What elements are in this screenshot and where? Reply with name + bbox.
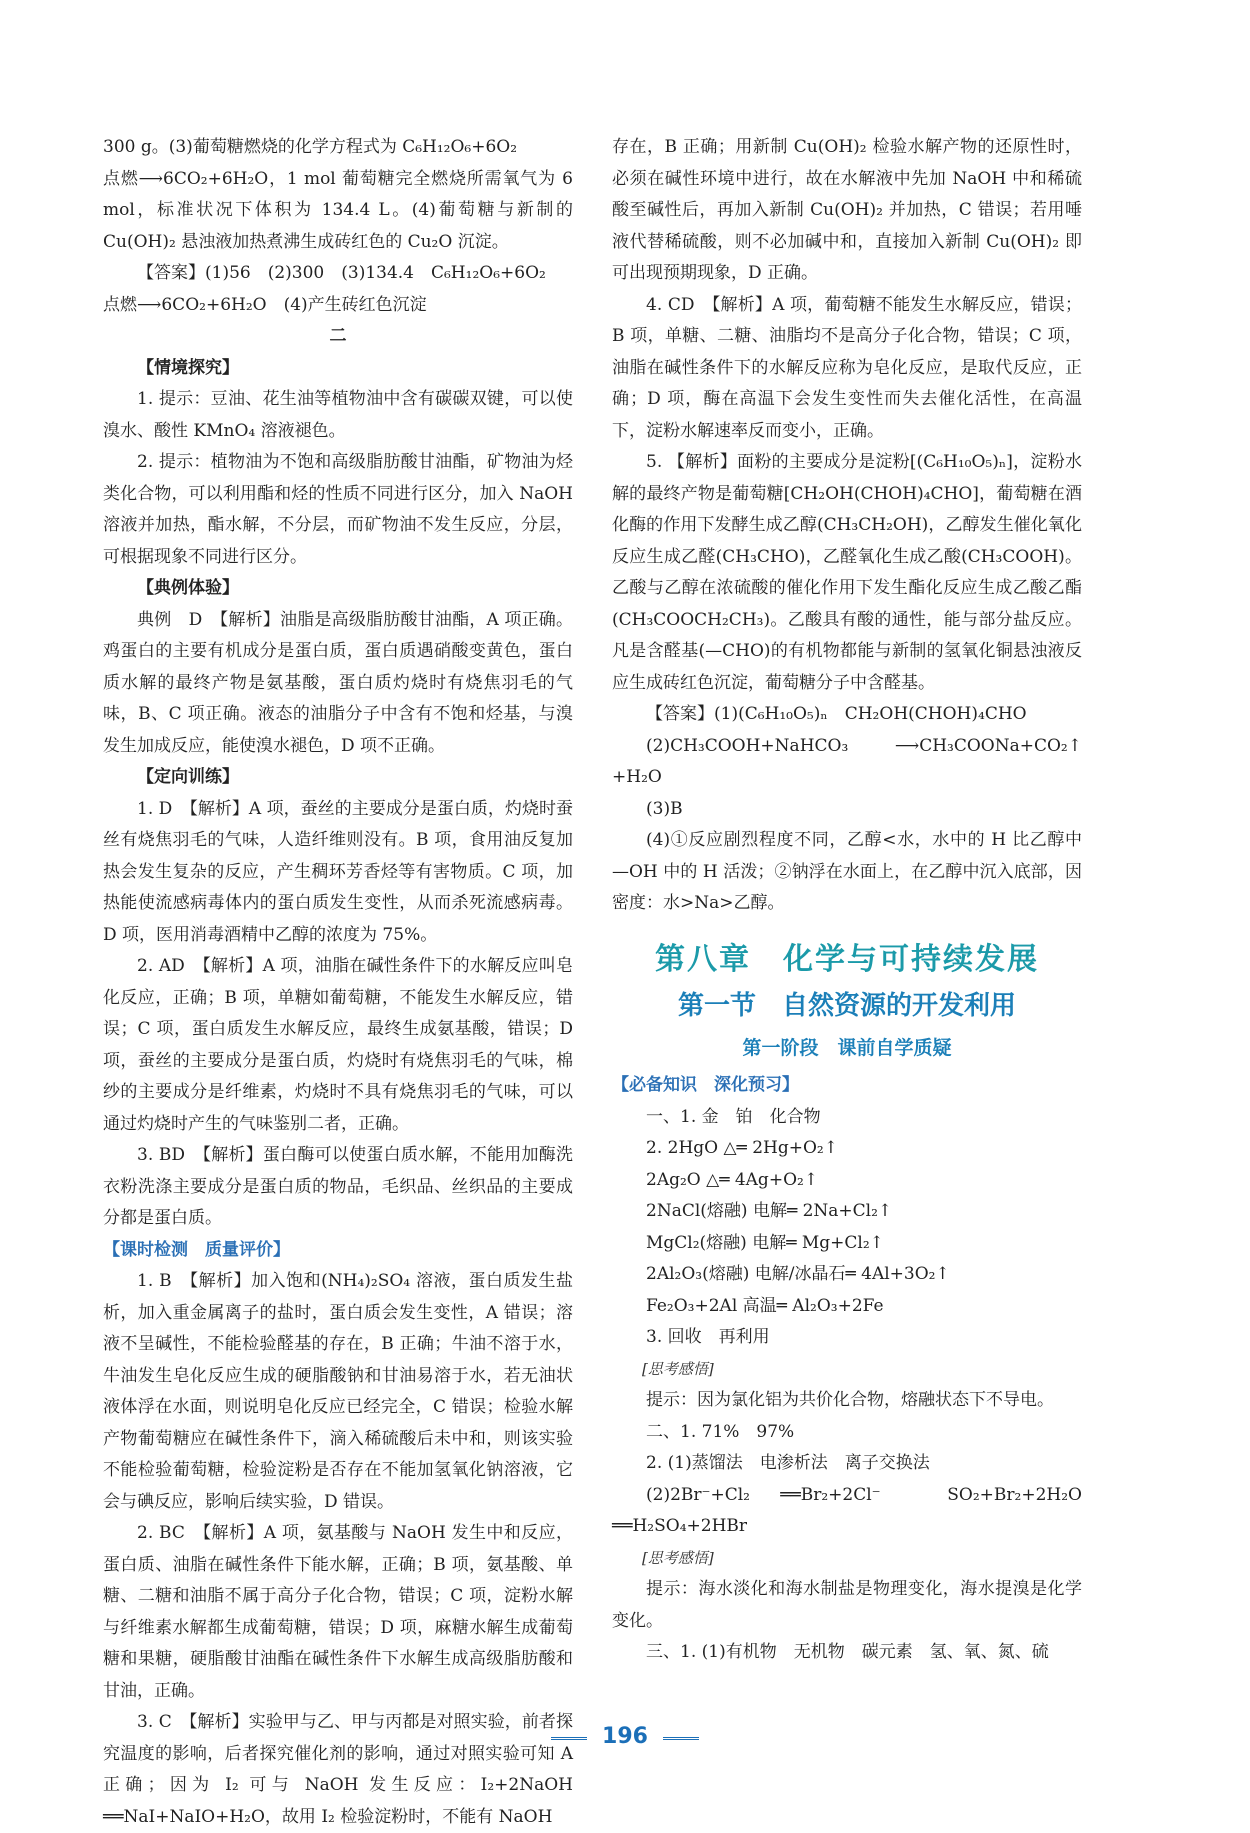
page-number: 196 [602, 1724, 648, 1749]
paragraph: 存在，B 正确；用新制 Cu(OH)₂ 检验水解产物的还原性时，必须在碱性环境中进行，故在水解液中先加 NaOH 中和稀硫酸至碱性后，再加入新制 Cu(OH)₂ 并加热，C 错误；若用唾液代替稀硫酸，则不必加碱中和，直接加入新制 Cu(OH)₂ 即可出现预期现象，D 正确。 [612, 137, 1082, 283]
equation: 2. 2HgO △═ 2Hg+O₂↑ [646, 1138, 838, 1158]
think-label: [思考感悟] [642, 1359, 714, 1378]
footer-rule-left [551, 1737, 587, 1740]
right-column [612, 132, 1082, 1669]
paragraph: 5. 【解析】面粉的主要成分是淀粉[(C₆H₁₀O₅)ₙ]，淀粉水解的最终产物是葡萄糖[CH₂OH(CHOH)₄CHO]，葡萄糖在酒化酶的作用下发酵生成乙醇(CH₃CH₂OH)，乙醇发生催化氧化反应生成乙醛(CH₃CHO)，乙醛氧化生成乙酸(CH₃COOH)。乙酸与乙醇在浓硫酸的催化作用下发生酯化反应生成乙酸乙酯(CH₃COOCH₂CH₃)。乙酸具有酸的通性，能与部分盐反应。凡是含醛基(—CHO)的有机物都能与新制的氢氧化铜悬浊液反应生成砖红色沉淀，葡萄糖分子中含醛基。 [612, 452, 1082, 693]
stage-title: 第一阶段 课前自学质疑 [742, 1036, 952, 1059]
knowledge-item: 二、1. 71% 97% [646, 1421, 795, 1442]
section-title: 第一节 自然资源的开发利用 [677, 991, 1016, 1021]
equation: Fe₂O₃+2Al 高温═ Al₂O₃+2Fe [646, 1295, 884, 1316]
knowledge-item: 三、1. (1)有机物 无机物 碳元素 氢、氧、氮、硫 [646, 1642, 1049, 1662]
knowledge-item: 2. (1)蒸馏法 电渗析法 离子交换法 [646, 1453, 930, 1473]
part-heading: 二 [329, 326, 347, 346]
paragraph: 2. BC 【解析】A 项，氨基酸与 NaOH 发生中和反应，蛋白质、油脂在碱性条件下能水解，正确；B 项，氨基酸、单糖、二糖和油脂不属于高分子化合物，错误；C 项，淀粉水解与纤维素水解都生成葡萄糖，错误；D 项，麻糖水解生成葡萄糖和果糖，硬脂酸甘油酯在碱性条件下水解生成高级脂肪酸和甘油，正确。 [103, 1523, 573, 1701]
hint: 提示：海水淡化和海水制盐是物理变化，海水提溴是化学变化。 [612, 1579, 1082, 1631]
equation: 2NaCl(熔融) 电解═ 2Na+Cl₂↑ [646, 1201, 893, 1221]
paragraph: 1. D 【解析】A 项，蚕丝的主要成分是蛋白质，灼烧时蚕丝有烧焦羽毛的气味，人造纤维则没有。B 项，食用油反复加热会发生复杂的反应，产生稠环芳香烃等有害物质。C 项，加热能使流感病毒体内的蛋白质发生变性，从而杀死流感病毒。D 项，医用消毒酒精中乙醇的浓度为 75%。 [103, 798, 573, 945]
subheading: 【情境探究】 [137, 357, 239, 378]
section-tag: 【课时检测 质量评价】 [103, 1239, 290, 1260]
footer-rule-right [663, 1737, 699, 1740]
subheading: 【典例体验】 [137, 578, 239, 598]
paragraph: 1. B 【解析】加入饱和(NH₄)₂SO₄ 溶液，蛋白质发生盐析，加入重金属离子的盐时，蛋白质会发生变性，A 错误；溶液不呈碱性，不能检验醛基的存在，B 正确；牛油不溶于水，牛油发生皂化反应生成的硬脂酸钠和甘油易溶于水，若无油状液体浮在水面，则说明皂化反应已经完全，C 错误；检验水解产物葡萄糖应在碱性条件下，滴入稀硫酸后未中和，则该实验不能检验葡萄糖，检验淀粉是否存在不能加氢氧化钠溶液，它会与碘反应，影响后续实验，D 错误。 [103, 1271, 573, 1512]
section-tag: 【必备知识 深化预习】 [612, 1075, 799, 1095]
equation: (2)2Br⁻+Cl₂ ══Br₂+2Cl⁻ SO₂+Br₂+2H₂O ══H₂SO₄+2HBr [612, 1484, 1082, 1536]
equation: 2Ag₂O △═ 4Ag+O₂↑ [646, 1169, 819, 1190]
chapter-title: 第八章 化学与可持续发展 [655, 941, 1039, 977]
answer: (4)①反应剧烈程度不同，乙醇<水，水中的 H 比乙醇中—OH 中的 H 活泼；②钠浮在水面上，在乙醇中沉入底部，因密度：水>Na>乙醇。 [612, 830, 1082, 913]
answer-cont: 点燃⟶6CO₂+6H₂O (4)产生砖红色沉淀 [103, 294, 427, 315]
paragraph: 300 g。(3)葡萄糖燃烧的化学方程式为 C₆H₁₂O₆+6O₂ [103, 137, 518, 157]
equation: MgCl₂(熔融) 电解═ Mg+Cl₂↑ [646, 1232, 884, 1253]
knowledge-item: 3. 回收 再利用 [646, 1327, 770, 1347]
answer: 【答案】(1)(C₆H₁₀O₅)ₙ CH₂OH(CHOH)₄CHO [646, 704, 1027, 724]
paragraph: 2. AD 【解析】A 项，油脂在碱性条件下的水解反应叫皂化反应，正确；B 项，单糖如葡萄糖，不能发生水解反应，错误；C 项，蛋白质发生水解反应，最终生成氨基酸，错误；D 项，蚕丝的主要成分是蛋白质，灼烧时有烧焦羽毛的气味，棉纱的主要成分是纤维素，灼烧时不具有烧焦羽毛的气味，可以通过灼烧时产生的气味鉴别二者，正确。 [103, 956, 573, 1134]
answer: (2)CH₃COOH+NaHCO₃ ⟶CH₃COONa+CO₂↑ +H₂O [612, 735, 1082, 787]
subheading: 【定向训练】 [137, 767, 239, 787]
paragraph: 2. 提示：植物油为不饱和高级脂肪酸甘油酯，矿物油为烃类化合物，可以利用酯和烃的性质不同进行区分，加入 NaOH 溶液并加热，酯水解，不分层，而矿物油不发生反应，分层，可根据现象不同进行区分。 [103, 452, 573, 567]
answer: 【答案】(1)56 (2)300 (3)134.4 C₆H₁₂O₆+6O₂ [137, 263, 546, 283]
answer: (3)B [646, 798, 683, 819]
think-label: [思考感悟] [642, 1548, 714, 1567]
page-footer [0, 1724, 1250, 1749]
paragraph: 典例 D 【解析】油脂是高级脂肪酸甘油酯，A 项正确。鸡蛋白的主要有机成分是蛋白质，蛋白质遇硝酸变黄色，蛋白质水解的最终产物是氨基酸，蛋白质灼烧时有烧焦羽毛的气味，B、C 项正确。液态的油脂分子中含有不饱和烃基，与溴发生加成反应，能使溴水褪色，D 项不正确。 [103, 609, 573, 756]
paragraph: 3. C 【解析】实验甲与乙、甲与丙都是对照实验，前者探究温度的影响，后者探究催化剂的影响，通过对照实验可知 A 正确；因为 I₂ 可与 NaOH 发生反应：I₂+2NaOH ══NaI+NaIO+H₂O，故用 I₂ 检验淀粉时，不能有 NaOH [103, 1712, 573, 1827]
hint: 提示：因为氯化铝为共价化合物，熔融状态下不导电。 [646, 1390, 1054, 1410]
left-column [103, 132, 573, 1833]
equation: 2Al₂O₃(熔融) 电解/冰晶石═ 4Al+3O₂↑ [646, 1264, 950, 1284]
paragraph: 3. BD 【解析】蛋白酶可以使蛋白质水解，不能用加酶洗衣粉洗涤主要成分是蛋白质的物品，毛织品、丝织品的主要成分都是蛋白质。 [103, 1145, 573, 1228]
paragraph: 点燃⟶6CO₂+6H₂O，1 mol 葡萄糖完全燃烧所需氧气为 6 mol，标准状况下体积为 134.4 L。(4)葡萄糖与新制的 Cu(OH)₂ 悬浊液加热煮沸生成砖红色的 Cu₂O 沉淀。 [103, 168, 573, 252]
paragraph: 1. 提示：豆油、花生油等植物油中含有碳碳双键，可以使溴水、酸性 KMnO₄ 溶液褪色。 [103, 389, 573, 441]
knowledge-item: 一、1. 金 铂 化合物 [646, 1106, 821, 1127]
paragraph: 4. CD 【解析】A 项，葡萄糖不能发生水解反应，错误；B 项，单糖、二糖、油脂均不是高分子化合物，错误；C 项，油脂在碱性条件下的水解反应称为皂化反应，是取代反应，正确；D 项，酶在高温下会发生变性而失去催化活性，在高温下，淀粉水解速率反而变小，正确。 [612, 294, 1082, 441]
